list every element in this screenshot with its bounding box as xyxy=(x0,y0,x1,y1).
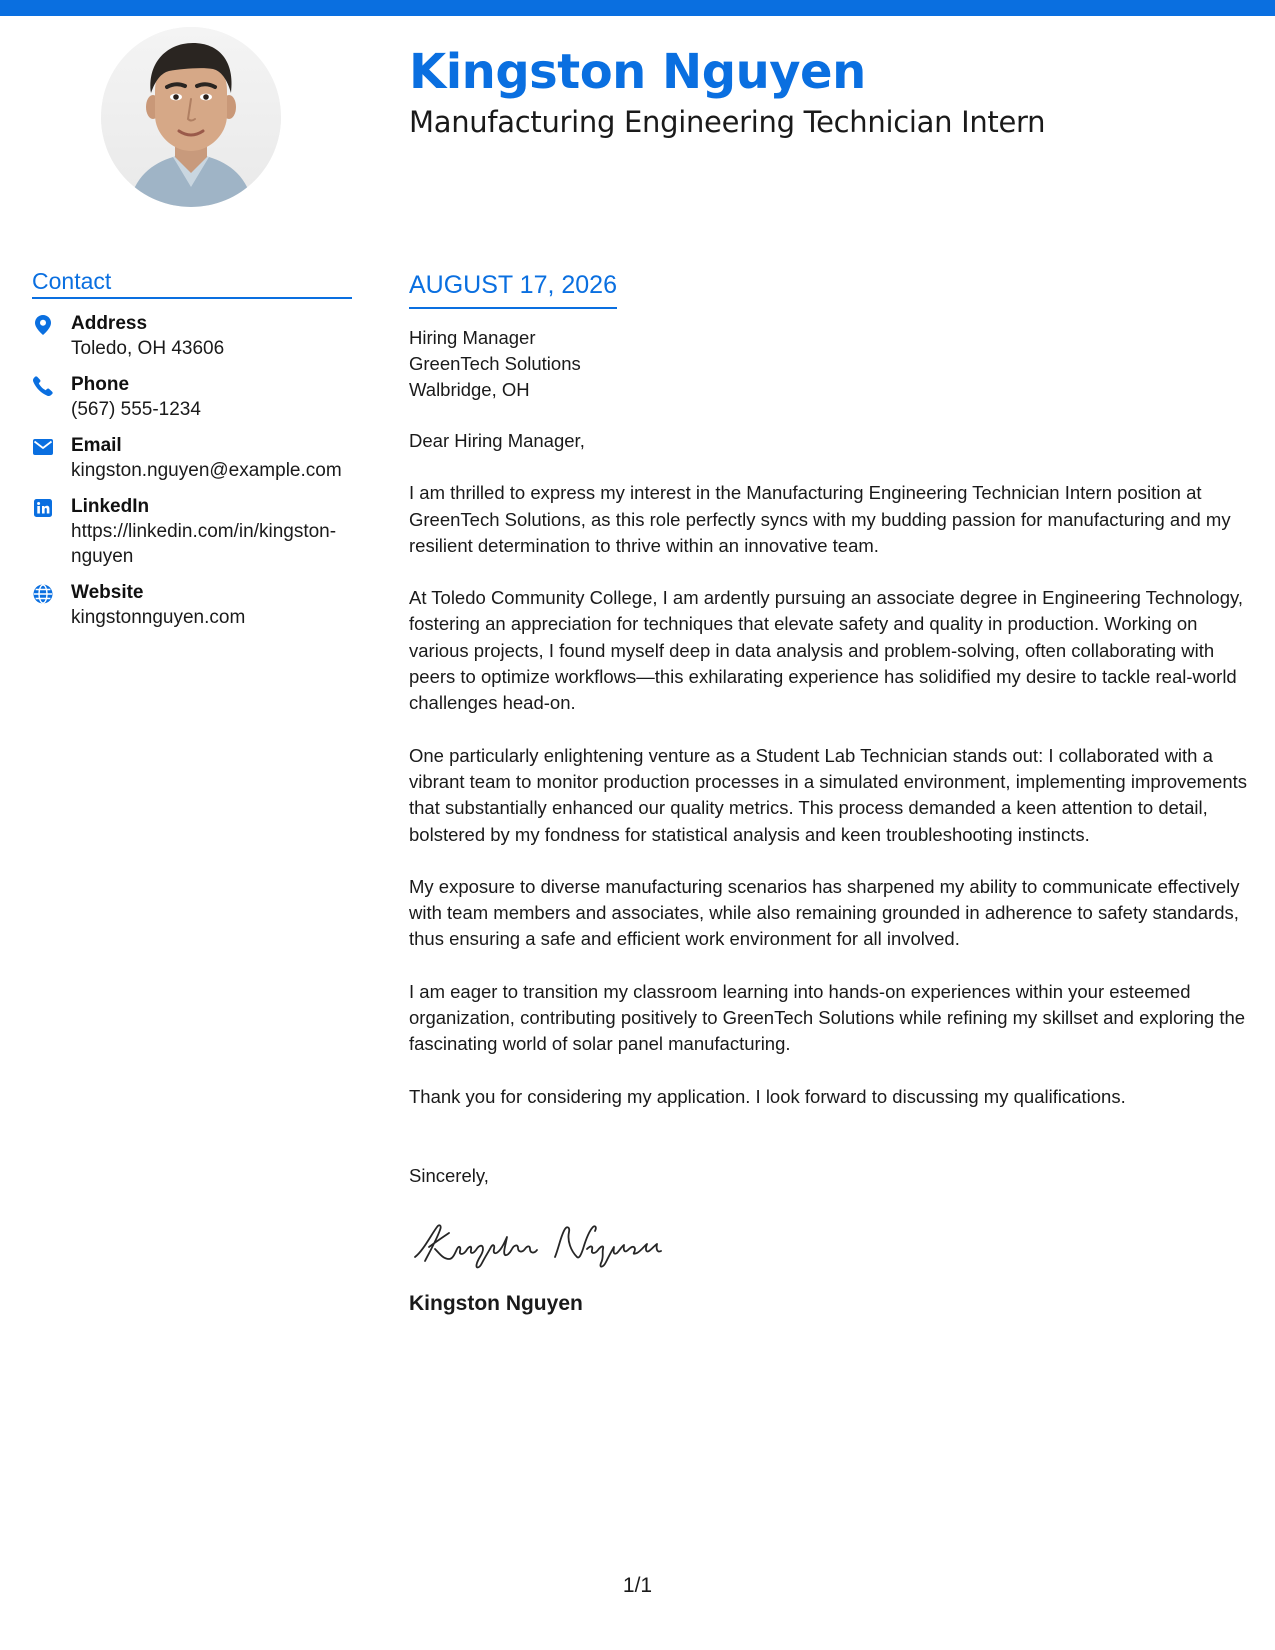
body-paragraph: I am eager to transition my classroom learning into hands-on experiences within your esteemed organization, contributing positively to GreenTech Solutions while refining my skillset and exploring the fascinating world of solar panel manufacturing. xyxy=(409,980,1246,1055)
contact-label: Email xyxy=(71,435,122,456)
contact-heading: Contact xyxy=(32,266,352,299)
phone-icon xyxy=(32,375,54,397)
address-value: Toledo, OH 43606 xyxy=(71,338,225,359)
letter-date: AUGUST 17, 2026 xyxy=(409,268,617,309)
contact-label: Address xyxy=(71,313,148,334)
contact-label: Website xyxy=(71,582,144,603)
accent-top-bar xyxy=(0,0,1275,16)
contact-sidebar xyxy=(32,266,352,641)
contact-item-linkedin xyxy=(32,494,352,569)
contact-item-email xyxy=(32,433,352,483)
contact-label: LinkedIn xyxy=(71,496,150,517)
profile-photo xyxy=(101,27,281,207)
contact-label: Phone xyxy=(71,374,130,395)
contact-item-website xyxy=(32,580,352,630)
body-paragraph: My exposure to diverse manufacturing scenarios has sharpened my ability to communicate effectively with team members and associates, while also remaining grounded in adherence to safety standards, thus ensuring a safe and efficient work environment for all involved. xyxy=(409,875,1240,950)
linkedin-icon xyxy=(32,497,54,519)
job-title: Manufacturing Engineering Technician Intern xyxy=(409,105,1046,139)
recipient-name: Hiring Manager xyxy=(409,327,536,348)
globe-icon xyxy=(32,583,54,605)
contact-item-address xyxy=(32,311,352,361)
signer-name: Kingston Nguyen xyxy=(409,1291,583,1315)
applicant-name: Kingston Nguyen xyxy=(409,44,866,100)
contact-list xyxy=(32,311,352,630)
salutation: Dear Hiring Manager, xyxy=(409,430,585,451)
recipient-company: GreenTech Solutions xyxy=(409,353,581,374)
portrait-photo xyxy=(101,27,281,207)
recipient-block xyxy=(409,325,1254,403)
closing: Sincerely, xyxy=(409,1164,489,1186)
website-value[interactable]: kingstonnguyen.com xyxy=(71,607,246,628)
handwritten-signature xyxy=(409,1213,679,1271)
email-icon xyxy=(32,436,54,458)
phone-value: (567) 555-1234 xyxy=(71,399,201,420)
body-paragraph: One particularly enlightening venture as a Student Lab Technician stands out: I collaborated with a vibrant team to monitor production processes in a simulated environment, implementing improvements that substantially enhanced our quality metrics. This process demanded a keen attention to detail, bolstered by my fondness for statistical analysis and keen troubleshooting instincts. xyxy=(409,744,1248,845)
page-number: 1/1 xyxy=(622,1574,653,1597)
letter-body xyxy=(409,268,1254,1318)
map-pin-icon xyxy=(32,314,54,336)
recipient-location: Walbridge, OH xyxy=(409,379,530,400)
body-paragraph: Thank you for considering my application. I look forward to discussing my qualifications. xyxy=(409,1085,1126,1107)
body-paragraph: At Toledo Community College, I am ardently pursuing an associate degree in Engineering Technology, fostering an appreciation for techniques that elevate safety and quality in production. Working on various projects, I found myself deep in data analysis and problem-solving, often collaborating with peers to optimize workflows—this exhilarating experience has solidified my desire to tackle real-world challenges head-on. xyxy=(409,587,1244,714)
email-value[interactable]: kingston.nguyen@example.com xyxy=(71,460,342,481)
linkedin-value[interactable]: https://linkedin.com/in/kingston-nguyen xyxy=(71,521,337,567)
contact-item-phone xyxy=(32,372,352,422)
body-paragraph: I am thrilled to express my interest in the Manufacturing Engineering Technician Intern position at GreenTech Solutions, as this role perfectly syncs with my budding passion for manufacturing and my resilient determination to thrive within an innovative team. xyxy=(409,482,1231,556)
